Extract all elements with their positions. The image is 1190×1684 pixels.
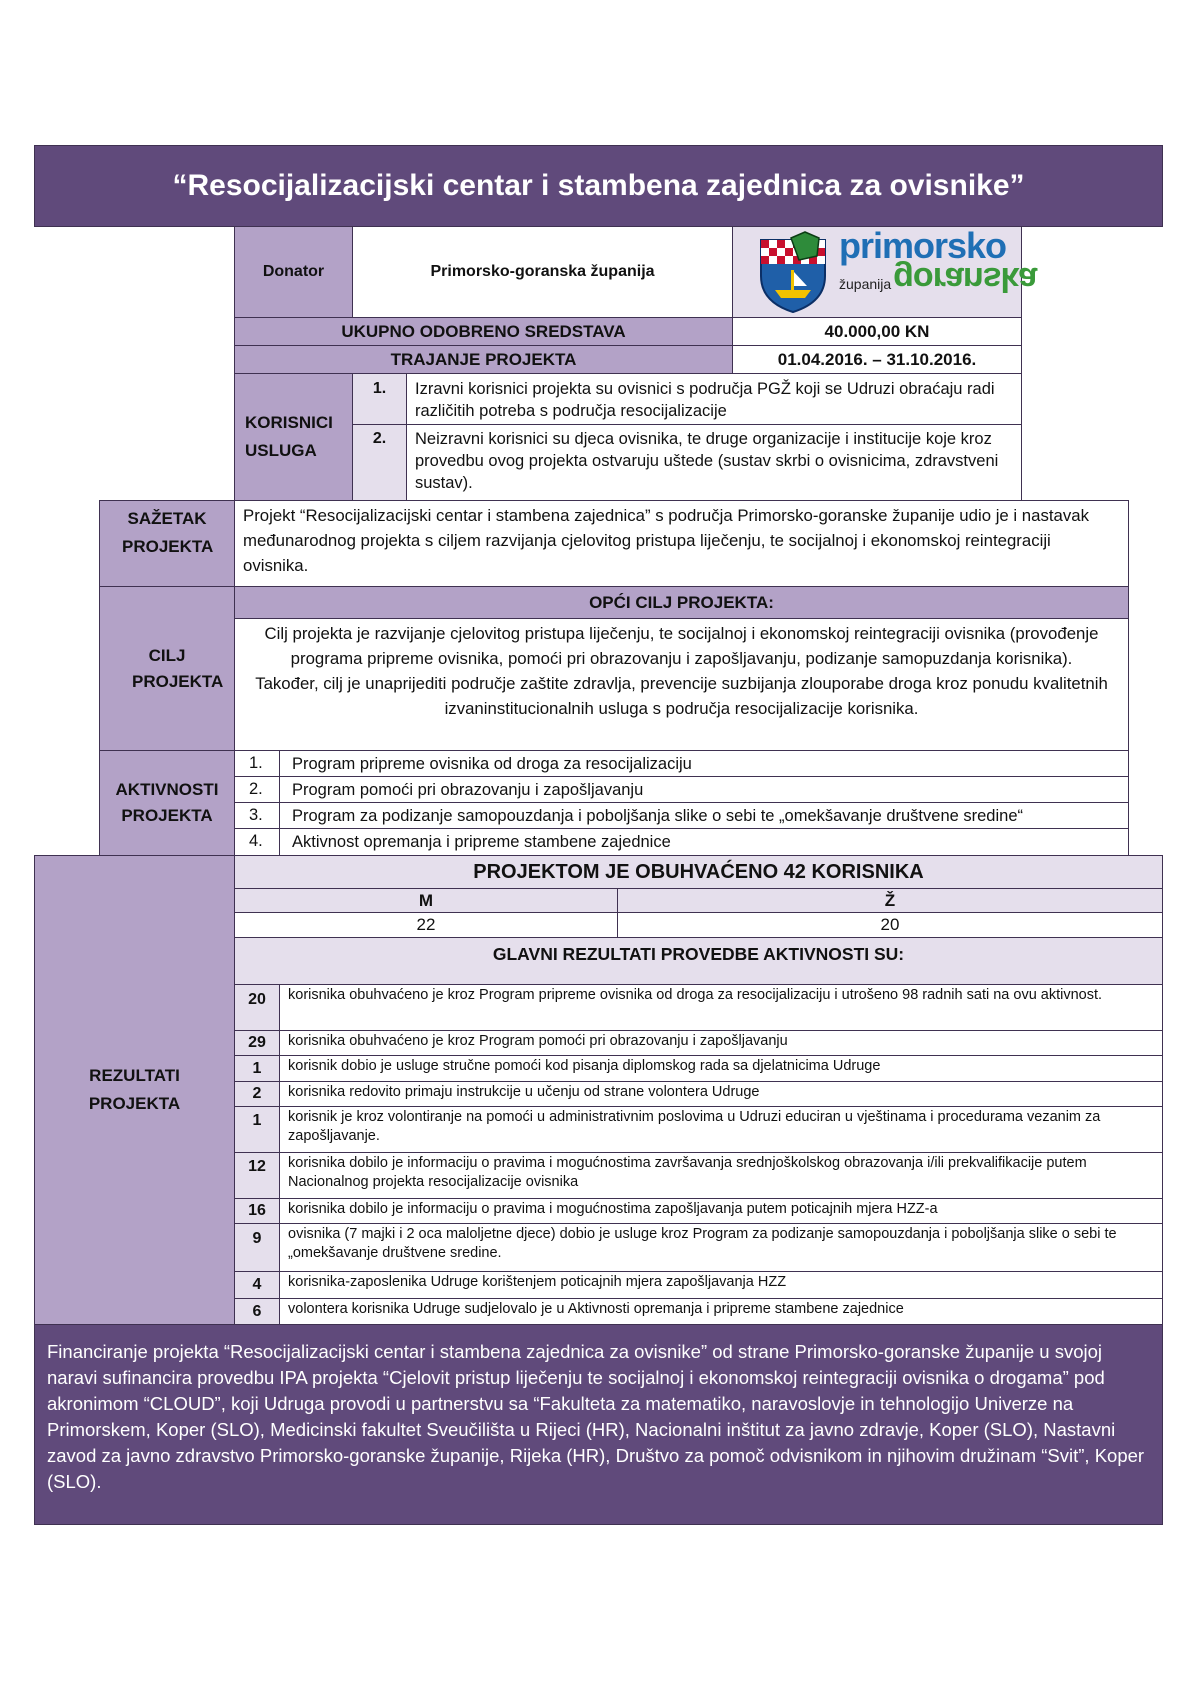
duration-label: TRAJANJE PROJEKTA (390, 349, 577, 369)
result-text: korisnika dobilo je informaciju o pravima i mogućnostima zapošljavanja putem poticajnih mjera HZZ-a (279, 1198, 1163, 1224)
male-label: M (418, 890, 434, 910)
goal-text-2: Također, cilj je unaprijediti područje zaštite zdravlja, prevencije suzbijanja zlouporabe droga kroz ponudu kvalitetnih izvaninstitucionalnih usluga s područja resocijalizacije korisnika. (255, 674, 1108, 718)
result-text: korisnika redovito primaju instrukcije u učenju od strane volontera Udruge (279, 1081, 1163, 1107)
result-text: ovisnika (7 majki i 2 oca maloljetne djece) dobio je usluge kroz Program za podizanje samopouzdanja i poboljšanja slike o sebi te „omekšavanje društvene sredine. (279, 1223, 1163, 1272)
male-value: 22 (416, 915, 436, 934)
female-label: Ž (884, 890, 896, 910)
funding-label-cell (234, 317, 733, 346)
activity-num: 1. (234, 750, 280, 777)
goal-header: OPĆI CILJ PROJEKTA: (589, 592, 774, 612)
goal-text-cell (234, 618, 1129, 751)
beneficiary-text: Izravni korisnici projekta su ovisnici s područja PGŽ koji se Udruzi obraćaju radi različitih potreba s područja resocijalizacije (406, 373, 1022, 425)
coat-of-arms-icon (753, 230, 833, 314)
duration-value: 01.04.2016. – 31.10.2016. (777, 349, 977, 369)
male-label-cell (234, 888, 618, 913)
activity-text: Program za podizanje samopouzdanja i poboljšanja slike o sebi te „omekšavanje društvene sredine“ (279, 802, 1129, 829)
result-count: 12 (234, 1152, 280, 1199)
logo-line2: goranska (893, 260, 1037, 298)
summary-label: SAŽETAK PROJEKTA (122, 509, 214, 556)
goal-text-1: Cilj projekta je razvijanje cjelovitog pristupa liječenju, te socijalnoj i ekonomskoj reintegraciji ovisnika (provođenje programa pripreme ovisnika, pomoći pri obrazovanju i zapošljavanju, podizanje samopuzdanja korisnika). (264, 624, 1099, 668)
results-header-cell (234, 937, 1163, 985)
activity-text: Program pomoći pri obrazovanju i zapošljavanju (279, 776, 1129, 803)
result-text: volontera korisnika Udruge sudjelovalo je u Aktivnosti opremanja i pripreme stambene zajednice (279, 1298, 1163, 1325)
results-covered-cell (234, 855, 1163, 889)
beneficiaries-label: KORISNICI USLUGA (245, 413, 333, 460)
beneficiary-text: Neizravni korisnici su djeca ovisnika, te druge organizacije i institucije koje kroz provedbu ovog projekta ostvaruju uštede (sustav skrbi o ovisnicima, zdravstveni sustav). (406, 424, 1022, 501)
duration-value-cell (732, 345, 1022, 374)
results-covered: PROJEKTOM JE OBUHVAĆENO 42 KORISNIKA (473, 860, 924, 883)
activity-num: 4. (234, 828, 280, 856)
logo-wordmark (839, 225, 1037, 315)
donor-label: Donator (234, 226, 353, 318)
activities-label-cell (99, 750, 235, 856)
female-label-cell (617, 888, 1163, 913)
result-text: korisnik je kroz volontiranje na pomoći u administrativnim poslovima u Udruzi educiran u vještinama i procedurama vezanim za zapošljavanje. (279, 1106, 1163, 1153)
results-label: REZULTATI PROJEKTA (88, 1066, 181, 1113)
result-count: 1 (234, 1055, 280, 1082)
result-count: 16 (234, 1198, 280, 1224)
result-count: 20 (234, 984, 280, 1031)
results-label-cell (34, 855, 235, 1325)
beneficiary-num: 2. (352, 424, 407, 501)
donor-logo-cell (732, 225, 1037, 318)
funding-label: UKUPNO ODOBRENO SREDSTAVA (341, 321, 626, 341)
result-text: korisnika obuhvaćeno je kroz Program pomoći pri obrazovanju i zapošljavanju (279, 1030, 1163, 1056)
result-count: 2 (234, 1081, 280, 1107)
duration-label-cell (234, 345, 733, 374)
goal-label-cell (99, 586, 235, 751)
result-text: korisnik dobio je usluge stručne pomoći kod pisanja diplomskog rada sa djelatnicima Udruge (279, 1055, 1163, 1082)
funding-value: 40.000,00 KN (824, 321, 930, 341)
result-text: korisnika-zaposlenika Udruge korištenjem poticajnih mjera zapošljavanja HZZ (279, 1271, 1163, 1299)
result-count: 1 (234, 1106, 280, 1153)
goal-header-cell (234, 586, 1129, 619)
summary-text: Projekt “Resocijalizacijski centar i stambena zajednica” s područja Primorsko-goranske županije udio je i nastavak međunarodnog projekta s ciljem razvijanja cjelovitog pristupa liječenju, te socijalnoj i ekonomskoj reintegraciji ovisnika. (234, 500, 1129, 587)
activity-text: Aktivnost opremanja i pripreme stambene zajednice (279, 828, 1129, 856)
activities-label: AKTIVNOSTI PROJEKTA (115, 780, 219, 825)
activity-text: Program pripreme ovisnika od droga za resocijalizaciju (279, 750, 1129, 777)
summary-label-cell (99, 500, 235, 587)
title-banner (34, 145, 1163, 227)
beneficiaries-label-cell (234, 373, 353, 501)
result-count: 6 (234, 1298, 280, 1325)
logo-line3: županija (839, 276, 892, 292)
activity-num: 2. (234, 776, 280, 803)
result-count: 4 (234, 1271, 280, 1299)
female-value-cell (617, 912, 1163, 938)
results-header: GLAVNI REZULTATI PROVEDBE AKTIVNOSTI SU: (492, 944, 905, 964)
result-count: 9 (234, 1223, 280, 1272)
goal-label: CILJ PROJEKTA (132, 645, 224, 691)
donor-value: Primorsko-goranska županija (352, 226, 733, 318)
result-text: korisnika obuhvaćeno je kroz Program pripreme ovisnika od droga za resocijalizaciju i utrošeno 98 radnih sati na ovu aktivnost. (279, 984, 1163, 1031)
page-title: “Resocijalizacijski centar i stambena zajednica za ovisnike” (172, 169, 1025, 202)
beneficiary-num: 1. (352, 373, 407, 425)
funding-value-cell (732, 317, 1022, 346)
footer-note: Financiranje projekta “Resocijalizacijski centar i stambena zajednica za ovisnike” od strane Primorsko-goranske županije u svojoj naravi sufinancira provedbu IPA projekta “Cjelovit pristup liječenju te socijalnoj i ekonomskoj reintegraciji ovisnika o drogama” pod akronimom “CLOUD”, koji Udruga provodi u partnerstvu sa “Fakulteta za matematiko, naravoslovje in tehnologijo Univerze na Primorskem, Koper (SLO), Medicinski fakultet Sveučilišta u Rijeci (HR), Nacionalni inštitut za javno zdravje, Koper (SLO), Nastavni zavod za javno zdravstvo Primorsko-goranske županije, Rijeka (HR), Društvo za pomoč odvisnikom in njihovim družinam “Svit”, Koper (SLO). (34, 1324, 1163, 1525)
result-text: korisnika dobilo je informaciju o pravima i mogućnostima završavanja srednjoškolskog obrazovanja i/ili prekvalifikacije putem Nacionalnog projekta resocijalizacije ovisnika (279, 1152, 1163, 1199)
female-value: 20 (880, 915, 900, 934)
result-count: 29 (234, 1030, 280, 1056)
male-value-cell (234, 912, 618, 938)
logo-line1: primorsko (839, 225, 1007, 266)
activity-num: 3. (234, 802, 280, 829)
